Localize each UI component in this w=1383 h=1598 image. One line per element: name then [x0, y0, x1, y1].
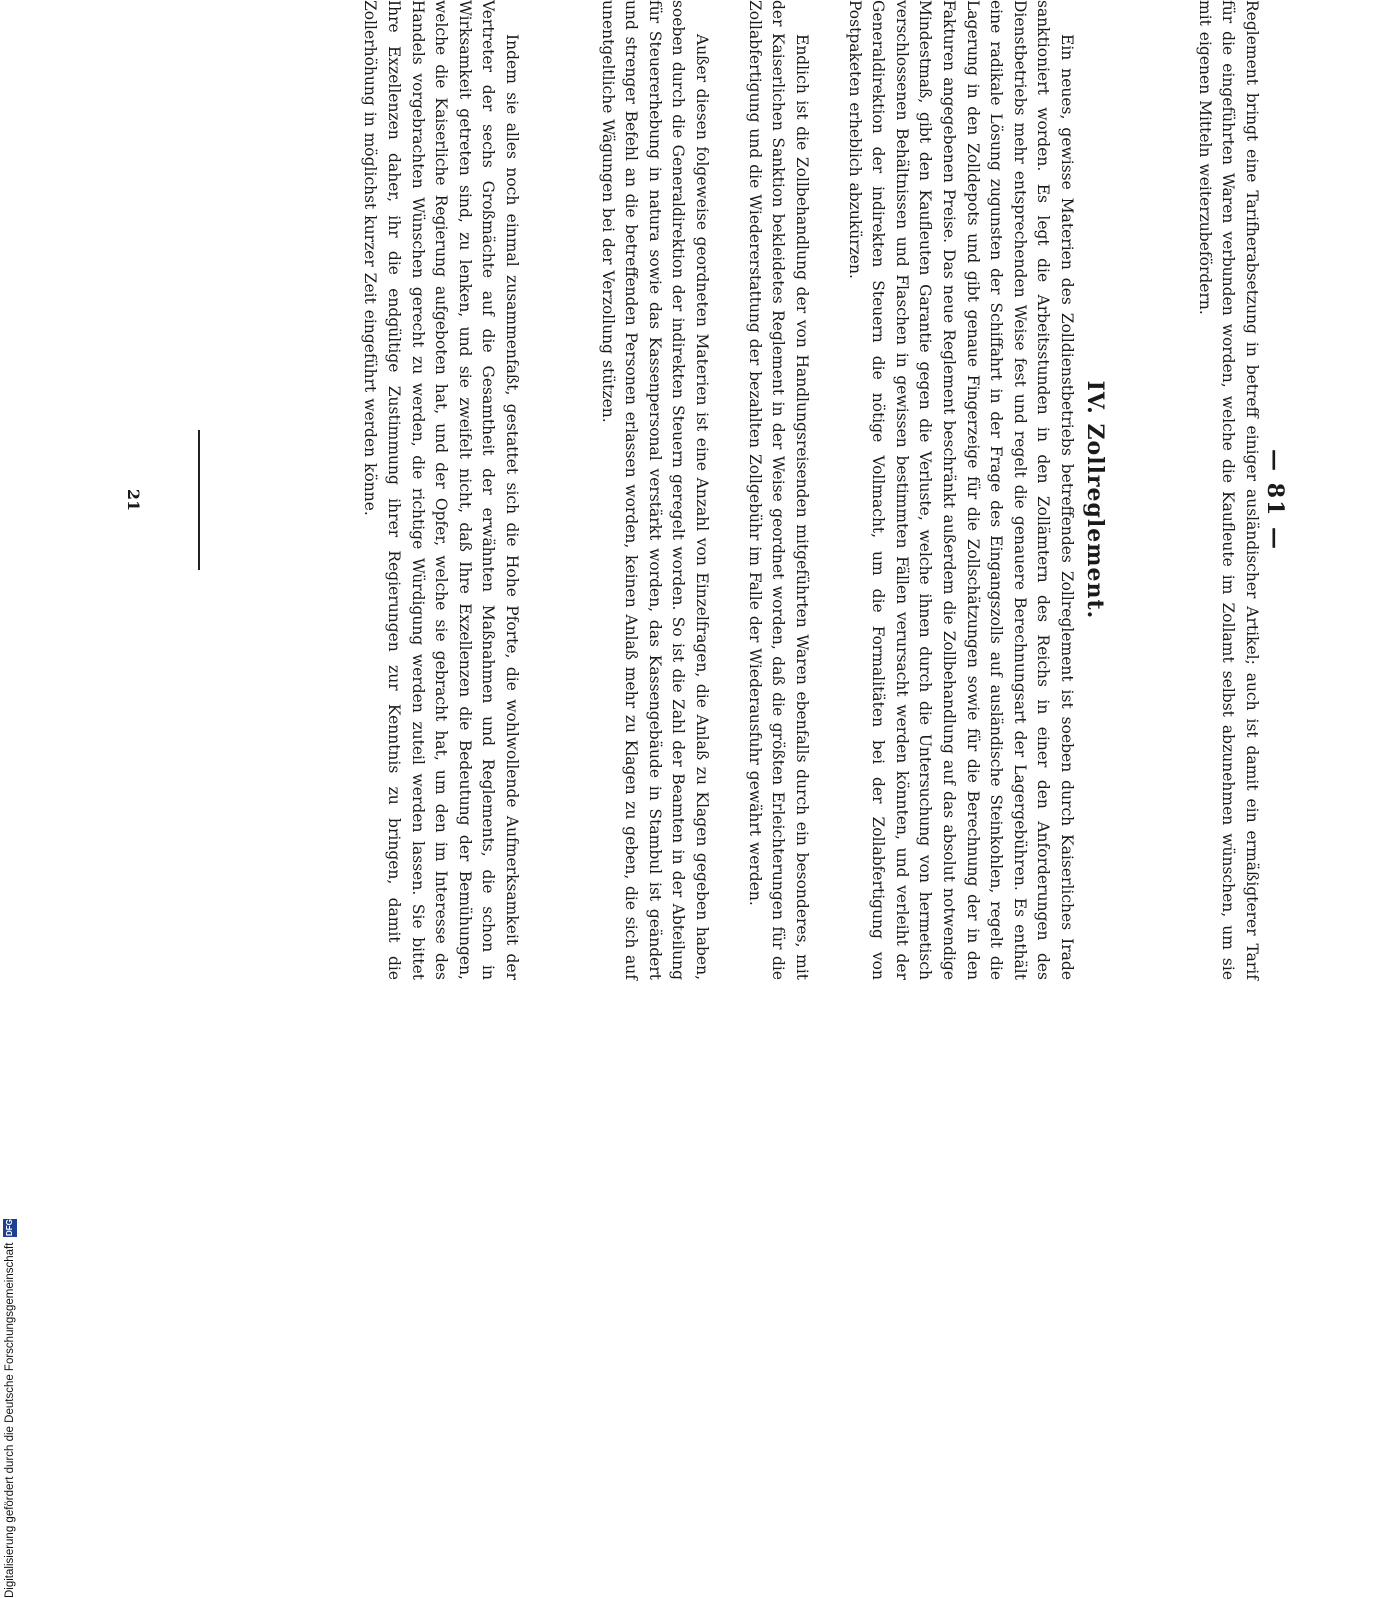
paragraph-zollreglement-4: Indem sie alles noch einmal zusammenfaßt, gestattet sich die Hohe Pforte, die wohlwollende Aufmerksamkeit der Vertreter der sechs Großmächte auf die Gesamtheit der erwähnten Maßnahmen und Reglements, die schon in Wirksamkeit getreten sind, zu lenken, und sie zweifelt nicht, daß Ihre Exzellenzen die Bedeutung der Bemühungen, welche die Kaiserliche Regierung aufgeboten hat, und der Opfer, welche sie gebracht hat, um den im Interesse des Handels vorgebrachten Wünschen gerecht zu werden, die richtige Würdigung werden zuteil werden lassen. Sie bittet Ihre Exzellenzen daher, ihr die endgültige Zustimmung ihrer Regierungen zur Kenntnis zu bringen, damit die Zollerhöhung in möglichst kurzer Zeit eingeführt werden könne. — [361, 0, 521, 980]
paragraph-zollreglement-3: Außer diesen folgeweise geordneten Materien ist eine Anzahl von Einzelfragen, die Anlaß zu Klagen gegeben haben, soeben durch die Generaldirektion der indirekten Steuern geregelt worden. So ist die Zahl der Beamten in der Abteilung für Steuererhebung in naturа sowie das Kassenpersonal verstärkt worden, das Kassengebäude in Stambul ist geändert und strenger Befehl an die betreffenden Personen erlassen worden, keinen Anlaß mehr zu Klagen zu geben, die sich auf unentgeltliche Wägungen bei der Verzollung stützen. — [598, 0, 711, 980]
page-number: 21 — [124, 488, 143, 512]
section-divider — [198, 430, 200, 570]
paragraph-zollreglement-1: Ein neues, gewisse Materien des Zolldienstbetriebs betreffendes Zollreglement ist soeben durch Kaiserliches Irade sanktioniert worden. Es legt die Arbeitsstunden in den Zollämtern des Reichs in einer den Anforderungen des Dienstbetriebs mehr entsprechenden Weise fest und regelt die genauere Berechnungsart der Lagergebühren. Es enthält eine radikale Lösung zugunsten der Schiffahrt in der Frage des Eingangszolls auf ausländische Steinkohlen, regelt die Lagerung in den Zolldepots und gibt genaue Fingerzeige für die Zollschätzungen sowie für die Berechnung der in den Fakturen angegebenen Preise. Das neue Reglement beschränkt außerdem die Zollbehandlung auf das absolut notwendige Mindestmaß, gibt den Kaufleuten Garantie gegen die Verluste, welche ihnen durch die Untersuchung von hermetisch verschlossenen Behältnissen und Flaschen in gewissen bestimmten Fällen verursacht werden könnten, und verleiht der Generaldirektion der indirekten Steuern die nötige Vollmacht, um die Formalitäten bei der Zollabfertigung von Postpaketen erheblich abzukürzen. — [845, 0, 1076, 980]
digitization-credit — [2, 1198, 18, 1598]
dfg-logo-icon: DFG — [3, 1219, 17, 1237]
paragraph-zollreglement-2: Endlich ist die Zollbehandlung der von Handlungsreisenden mitgeführten Waren ebenfalls durch ein besonderes, mit der Kaiserlichen Sanktion bekleidetes Reglement in der Weise geordnet worden, daß die größten Erleichterungen für die Zollabfertigung und die Wiedererstattung der bezahlten Zollgebühr im Falle der Wiederausfuhr gewährt werden. — [745, 0, 811, 980]
paragraph-intro: Reglement bringt eine Tarifherabsetzung in betreff einiger ausländischer Artikel; auch ist damit ein ermäßigterer Tarif für die eingeführten Waren verbunden worden, welche die Kaufleute im Zollamt selbst abzunehmen wünschen, um sie mit eigenen Mitteln weiterzubefördern. — [1195, 0, 1261, 980]
page-header-number: — 81 — — [1262, 449, 1288, 551]
section-title: IV. Zollreglement. — [1082, 380, 1108, 620]
credit-text: Digitalisierung gefördert durch die Deutsche Forschungsgemeinschaft — [4, 1242, 16, 1598]
